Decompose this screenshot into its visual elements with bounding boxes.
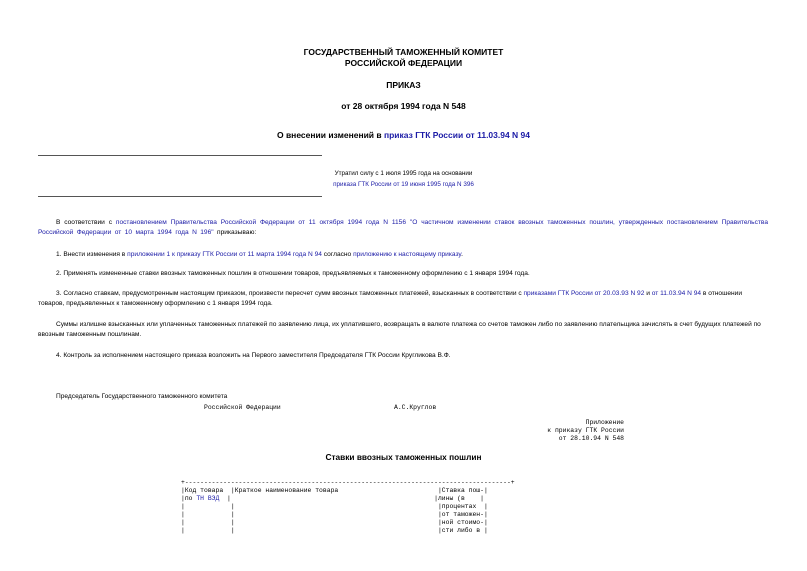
item-3-text-3: в отношении товаров, предъявленных к таможенному оформлению с 1 января 1994 года. — [38, 290, 743, 307]
appendix-link[interactable]: приложению к настоящему приказу — [353, 251, 462, 258]
signature-title: Председатель Государственного таможенного комитета — [56, 393, 228, 400]
appendix-title: Ставки ввозных таможенных пошлин — [325, 452, 482, 462]
signature-name: А.С.Круглов — [394, 404, 437, 411]
subject-text: О внесении изменений в — [276, 130, 384, 140]
item-3 — [38, 289, 769, 309]
appendix-date: от 28.10.94 N 548 — [558, 435, 624, 442]
document-type: ПРИКАЗ — [386, 80, 421, 90]
intro-paragraph — [38, 218, 768, 238]
table-row-header-2 — [181, 495, 484, 503]
appendix-label: Приложение — [585, 419, 624, 426]
item-2: 2. Применять измененные ставки ввозных таможенных пошлин в отношении товаров, предъявляемых к таможенному оформлению с 1 января 1994 года. — [56, 270, 530, 277]
table-row-header-3: | | |процентах | — [181, 503, 488, 510]
table-row-header-6: | | |сти либо в | — [181, 527, 488, 534]
order-92-link[interactable]: приказами ГТК России от 20.03.93 N 92 — [523, 290, 645, 297]
item-4: 4. Контроль за исполнением настоящего приказа возложить на Первого заместителя Председателя ГТК России Кругликова В.Ф. — [56, 352, 451, 359]
status-line: Утратил силу с 1 июля 1995 года на основании — [334, 170, 473, 177]
order-94-link[interactable]: от 11.03.94 N 94 — [651, 290, 702, 297]
status-link[interactable]: приказа ГТК России от 19 июня 1995 года N 396 — [333, 181, 474, 188]
table-row-header-4: | | |от таможен-| — [181, 511, 488, 518]
table-row-2-text-b: | |лины (в | — [219, 495, 484, 502]
appendix-1-link[interactable]: приложении 1 к приказу ГТК России от 11 марта 1994 года N 94 — [127, 251, 322, 258]
table-row-header-5: | | |ной стоимо-| — [181, 519, 488, 526]
table-border-top: +-------------------------------------------------------------------------------------+ — [181, 479, 515, 486]
refund-paragraph: Суммы излишне взысканных или уплаченных таможенных платежей по заявлению лица, их уплатившего, возвращать в валюте платежа со счетов таможен либо по заявлению плательщика зачислять в счет будущих платежей по ввозным таможенным пошлинам. — [38, 321, 761, 338]
table-row-2-text-a: |по — [181, 495, 197, 502]
document-date: от 28 октября 1994 года N 548 — [341, 101, 466, 111]
intro-text-2: приказываю: — [213, 229, 257, 236]
issuer-line-1: ГОСУДАРСТВЕННЫЙ ТАМОЖЕННЫЙ КОМИТЕТ — [303, 47, 504, 57]
item-1-text-1: 1. Внести изменения в — [56, 251, 128, 258]
table-row-header-1: |Код товара |Краткое наименование товара |Ставка пош-| — [181, 487, 488, 494]
subject-link[interactable]: приказ ГТК России от 11.03.94 N 94 — [383, 130, 531, 140]
item-1-text-2: согласно — [321, 251, 354, 258]
decree-link[interactable]: постановлением Правительства Российской Федерации от 11 октября 1994 года N 1156 "О частичном изменении ставок ввозных таможенных пошлин, утвержденных постановлением Правительства Российской Федерации от 10 марта 1994 года N 196" — [38, 219, 768, 236]
signature-org: Российской Федерации — [204, 404, 281, 411]
document-subject — [0, 130, 807, 140]
top-divider — [38, 155, 322, 156]
intro-text-1: В соответствии с — [56, 219, 116, 226]
item-1 — [56, 250, 463, 260]
tn-ved-link[interactable]: ТН ВЭД — [196, 495, 220, 502]
item-1-text-3: . — [461, 251, 463, 258]
bottom-divider — [38, 196, 322, 197]
item-3-text-1: 3. Согласно ставкам, предусмотренным настоящим приказом, произвести пересчет сумм ввозных таможенных платежей, взысканных в соответствии с — [56, 290, 524, 297]
issuer-line-2: РОССИЙСКОЙ ФЕДЕРАЦИИ — [344, 58, 463, 68]
item-3-text-2: и — [644, 290, 652, 297]
appendix-ref: к приказу ГТК России — [547, 427, 624, 434]
